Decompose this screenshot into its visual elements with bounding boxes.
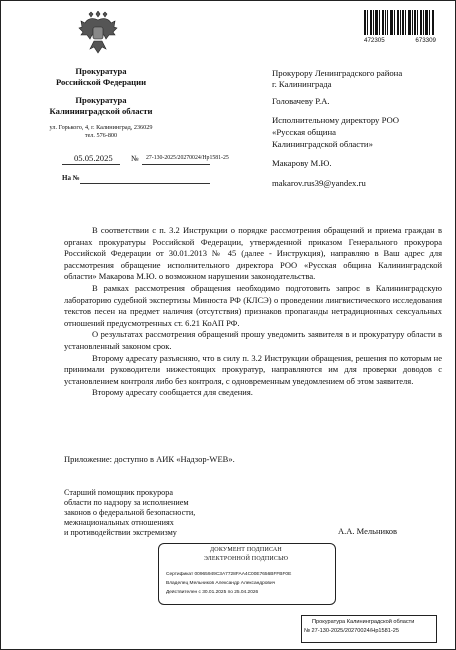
signatory-position-line: законов о федеральной безопасности, [64,508,196,517]
double-headed-eagle-emblem-icon [78,11,118,55]
stamp-title: ЭЛЕКТРОННОЙ ПОДПИСЬЮ [203,556,289,562]
recipient-line: Исполнительному директору РОО [272,115,400,125]
recipient-email: makarov.rus39@yandex.ru [272,178,366,188]
barcode-number-left: 472305 [364,37,385,44]
reply-to-prefix: На № [62,174,80,182]
document-date: 05.05.2025 [74,153,113,163]
signatory-position-line: Старший помощник прокурора [64,488,173,497]
reply-to-underline [80,183,210,184]
document-number: 27-130-2025/20270024/Нр1581-25 [146,155,229,161]
barcode-numbers [364,37,436,44]
date-underline [62,164,120,165]
stamp-certificate: Сертификат 00965949C3A7728FAA4C00E7656BFFBF0E [166,572,292,577]
signatory-position-line: области по надзору за исполнением [64,498,189,507]
body-paragraph: О результатах рассмотрения обращений прошу уведомить заявителя в и прокуратуру области в установленный законом срок. [64,329,442,351]
recipient-line: Прокурору Ленинградского района [272,68,403,78]
barcode-icon [364,10,434,35]
body-paragraph: Второму адресату сообщается для сведения. [92,387,253,398]
org-name-line: Калининградской области [49,106,153,116]
body-paragraph: В соответствии с п. 3.2 Инструкции о порядке рассмотрения обращений и приема граждан в органах прокуратуры Российской Федерации, утвержденной приказом Генерального прокурора Российской Федерации от 30.01.2013 № 45 (далее - Инструкция), направляю в Ваш адрес для рассмотрения обращение исполнительного директора РОО «Русская община Калининградской области» Макарова М.Ю. о возможном нарушении законодательства. [64,225,442,282]
address-line: тел. 576-800 [84,132,118,139]
appendix-note: Приложение: доступно в АИК «Надзор-WEB». [64,454,235,464]
signatory-position-line: межнациональных отношениях [64,518,174,527]
recipient-line: Макарову М.Ю. [272,158,332,168]
org-name-line: Прокуратура [75,95,127,105]
number-prefix: № [131,154,139,163]
address-line: ул. Горького, 4, г. Калининград, 236029 [49,124,153,131]
number-underline [142,164,210,165]
body-paragraph: В рамках рассмотрения обращения необходимо подготовить запрос в Калининградскую лабораторию судебной экспертизы Минюста РФ (КЛСЭ) о проведении лингвистического исследования текстов песен на предмет наличия (отсутствия) признаков пропаганды нетрадиционных сексуальных отношений предусмотренных ст. 6.21 КоАП РФ. [64,282,442,328]
recipient-line: «Русская община [272,127,336,137]
org-name-line: Прокуратура [75,66,127,76]
org-name-line: Российской Федерации [55,77,147,87]
stamp-validity: Действителен с 30.01.2025 по 25.04.2026 [166,590,259,595]
registration-number: № 27-130-2025/20270024/Нр1581-25 [304,628,399,634]
signer-name: А.А. Мельников [338,526,398,536]
recipient-line: Головачеву Р.А. [272,96,330,106]
barcode-number-right: 673309 [415,37,436,44]
body-paragraph: Второму адресату разъясняю, что в силу п. 3.2 Инструкции обращения, решения по которым не принимали руководители нижестоящих прокуратур, направляются им для проверки доводов с установлением контроля либо без контроля, с одновременным уведомлением об этом заявителя. [64,352,442,386]
stamp-title: ДОКУМЕНТ ПОДПИСАН [210,547,282,553]
recipient-line: Калининградской области» [272,139,373,149]
letter-body [64,225,442,399]
recipient-line: г. Калининграда [272,79,332,89]
stamp-owner: Владелец Мельников Александр Александрович [166,581,276,586]
signatory-position [64,488,274,538]
registration-org: Прокуратура Калининградской области [312,619,415,625]
signatory-position-line: и противодействии экстремизму [64,528,177,537]
